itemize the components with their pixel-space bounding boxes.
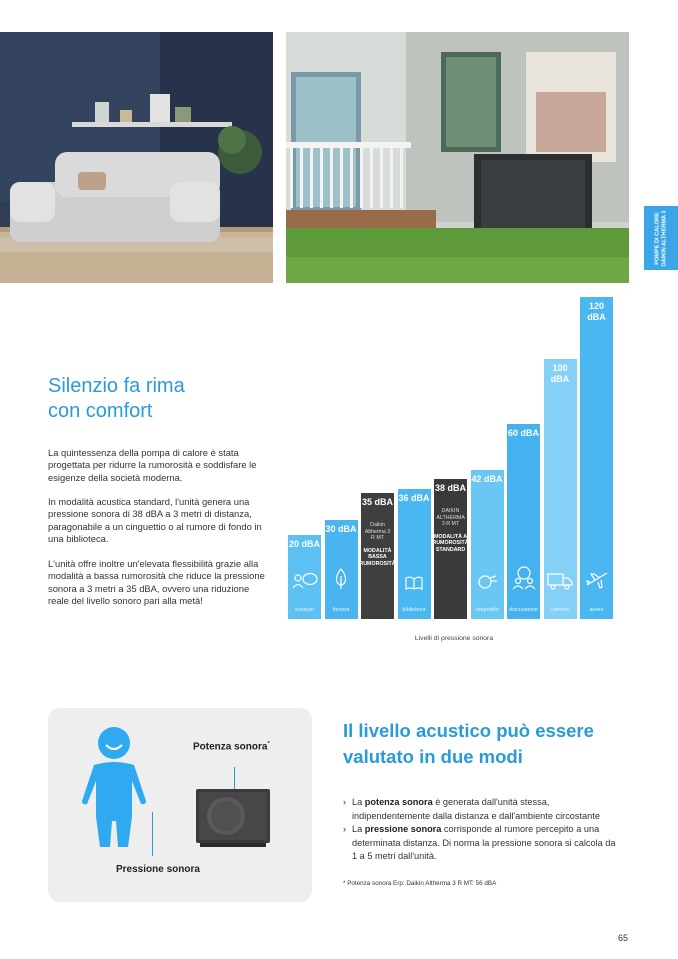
bar-category-label: discussione	[509, 607, 538, 613]
chart-bar-8	[544, 359, 577, 619]
bar-category-label: biblioteca	[402, 607, 426, 613]
bar-category-label: sussurri	[294, 607, 315, 613]
title-line1: Silenzio fa rima	[48, 375, 185, 397]
pressure-line	[152, 812, 153, 856]
chart-bar-2	[325, 520, 358, 619]
bar-value-label: 35 dBA	[361, 497, 393, 507]
paragraph-1: La quintessenza della pompa di calore è stata progettata per ridurre la rumorosità e soddisfare le esigenze della società moderna.	[48, 447, 257, 483]
bar-value-label: 30 dBA	[325, 524, 357, 534]
airplane-icon	[585, 570, 609, 595]
paragraph-3: L'unità offre inoltre un'elevata flessibilità grazie alla modalità a bassa rumorosità che riduce la pressione sonora a 3 metri a 35 dBA, ovvero una riduzione reale del livello sonoro pari alla metà!	[48, 558, 265, 607]
bar-value-label: 100 dBA	[550, 363, 570, 384]
title-line2: con comfort	[48, 400, 153, 422]
title2-line1: Il livello acustico può essere	[343, 720, 594, 741]
bullet-mark: ›	[343, 797, 347, 807]
chart-bar-5	[434, 479, 467, 619]
bar-value-label: 42 dBA	[471, 474, 503, 484]
person-icon	[80, 725, 152, 850]
section-title-livello	[343, 718, 633, 770]
living-room-photo	[0, 32, 273, 283]
bird-icon	[476, 572, 498, 595]
section-title-silenzio	[48, 374, 288, 424]
bar-value-label: 20 dBA	[288, 539, 320, 549]
truck-icon	[547, 572, 573, 595]
page-number: 65	[618, 933, 629, 943]
bar-value-label: 36 dBA	[398, 493, 430, 503]
bullet-mark: ›	[343, 824, 347, 834]
chart-bar-7	[507, 424, 540, 619]
bar-category-label: camion	[551, 607, 569, 613]
side-tab-line1: POMPE DI CALORE	[654, 211, 661, 265]
daikin-mode-label: MODALITÀ BASSA RUMOROSITÀ	[359, 547, 396, 567]
potenza-sonora-label: Potenza sonora*	[193, 741, 270, 753]
bullet-potenza	[343, 796, 623, 823]
whisper-icon	[292, 572, 318, 595]
chart-bar-3	[361, 493, 394, 619]
daikin-mode-label: MODALITÀ A RUMOROSITÀ STANDARD	[432, 533, 469, 553]
side-section-tab	[644, 206, 678, 270]
bullet-pressione	[343, 823, 623, 864]
bar-value-label: 38 dBA	[434, 483, 466, 493]
bar-value-label: 120 dBA	[587, 301, 606, 322]
bar-category-label: cinguettio	[475, 607, 499, 613]
chart-bar-1	[288, 535, 321, 619]
title2-line2: valutato in due modi	[343, 746, 523, 767]
chart-caption: Livelli di pressione sonora	[414, 635, 494, 642]
side-tab-line2: DAIKIN ALTHERMA 3	[661, 209, 668, 267]
heat-pump-unit-icon	[196, 789, 270, 847]
bar-category-label: aereo	[589, 607, 604, 613]
bar-value-label: 60 dBA	[507, 428, 539, 438]
daikin-unit-label: Daikin Altherma 3 R MT	[364, 522, 391, 541]
bullet-text: La potenza sonora è generata dall'unità stessa, indipendentemente dalla distanza e dall'ambiente circostante	[352, 797, 600, 821]
bar-category-label: foresta	[332, 607, 350, 613]
people-icon	[512, 566, 536, 595]
bullet-text: La pressione sonora corrisponde al rumore percepito a una determinata distanza. Di norma la pressione sonora si calcola da 1 a 5 metri dall'unità.	[352, 824, 616, 861]
bullet-list	[343, 796, 623, 864]
paragraph-2: In modalità acustica standard, l'unità genera una pressione sonora di 38 dBA a 3 metri di distanza, paragonabile a un cinguettio o al rumore di fondo in una biblioteca.	[48, 496, 262, 545]
book-icon	[405, 576, 423, 595]
house-exterior-photo	[286, 32, 629, 283]
chart-bar-6	[471, 470, 504, 619]
chart-bar-4	[398, 489, 431, 619]
tree-icon	[334, 568, 348, 595]
pressione-sonora-label: Pressione sonora	[116, 864, 200, 875]
footnote: * Potenza sonora Erp: Daikin Altherma 3 R MT: 56 dBA	[343, 880, 497, 887]
daikin-unit-label: DAIKIN ALTHERMA 3 R MT	[436, 508, 465, 527]
chart-bar-9	[580, 297, 613, 619]
